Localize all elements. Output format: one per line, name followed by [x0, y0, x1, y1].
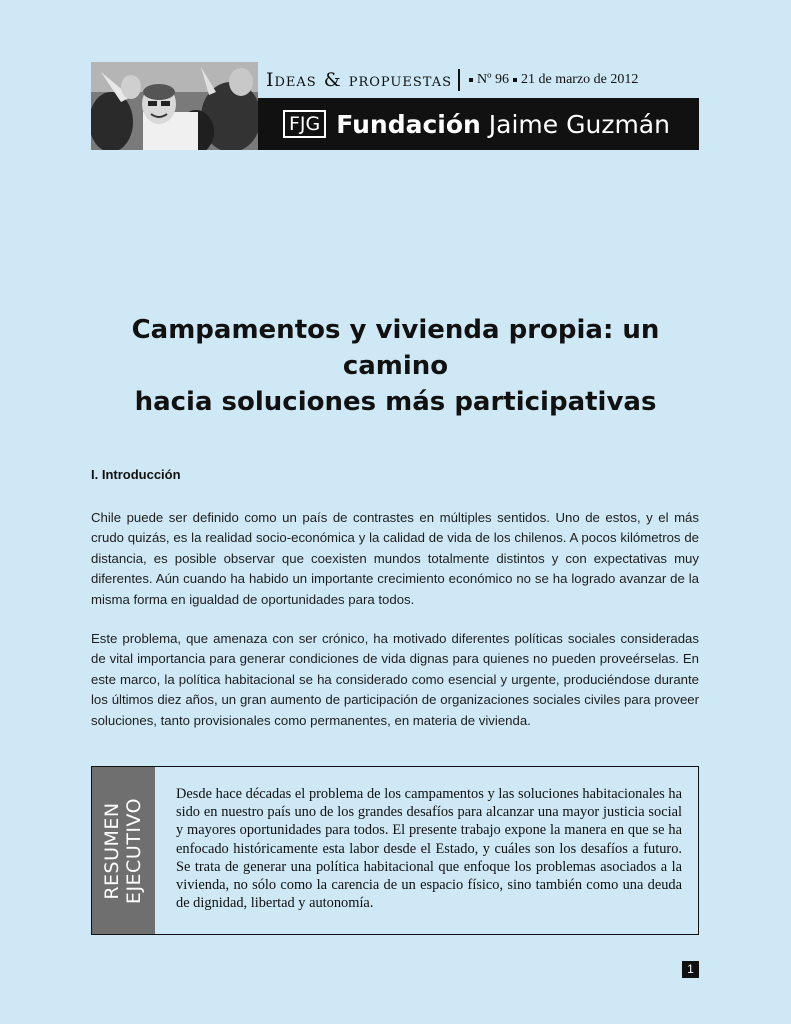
bullet-icon: [513, 78, 517, 82]
publication-header: [91, 62, 699, 150]
paragraph-1: Chile puede ser definido como un país de contrastes en múltiples sentidos. Uno de estos, y el más crudo quizás, es la realidad socio-económica y la calidad de vida de los chilenos. A pocos kilómetros de distancia, es posible observar que coexisten mundos totalmente distintos y con expectativas muy diferentes. Aún cuando ha habido un importante crecimiento económico no se ha logrado avanzar de la misma forma en igualdad de oportunidades para todos.: [91, 510, 699, 607]
series-divider: [458, 69, 460, 91]
organization-name-rest: Jaime Guzmán: [488, 109, 670, 139]
issue-date: 21 de marzo de 2012: [520, 72, 639, 87]
title-line-1: Campamentos y vivienda propia: un camino: [131, 315, 660, 381]
section-heading: I. Introducción: [91, 467, 181, 482]
page-number: 1: [682, 961, 699, 978]
series-line: [258, 62, 699, 98]
summary-label: [101, 798, 145, 904]
title-line-2: hacia soluciones más participativas: [134, 387, 657, 417]
organization-bar: [258, 98, 699, 150]
organization-name: [336, 110, 670, 139]
summary-text: Desde hace décadas el problema de los campamentos y las soluciones habitacionales ha sido en nuestro país uno de los grandes desafíos para alcanzar una mayor justicia social y mayores oportunidades para todos. El presente trabajo expone la manera en que se ha enfocado históricamente esta labor desde el Estado, y cuáles son los desafíos a futuro. Se trata de generar una política habitacional que enfoque los problemas asociados a la vivienda, no sólo como la carencia de un espacio físico, sino también como una deuda de dignidad, libertad y autonomía.: [176, 786, 682, 912]
organization-name-bold: Fundación: [336, 109, 481, 139]
series-name: Ideas & propuestas: [266, 69, 453, 91]
document-title: [80, 312, 711, 420]
issue-number: Nº 96: [477, 72, 509, 87]
issue-info: [465, 72, 638, 88]
crowd-photo: [91, 62, 258, 150]
summary-label-band: [92, 767, 155, 934]
summary-label-line-2: EJECUTIVO: [123, 797, 145, 905]
summary-label-line-1: RESUMEN: [101, 802, 123, 900]
paragraph-2: Este problema, que amenaza con ser crónico, ha motivado diferentes políticas sociales consideradas de vital importancia para generar condiciones de vida dignas para quienes no pueden proveérselas. En este marco, la política habitacional se ha considerado como esencial y urgente, produciéndose durante los últimos diez años, un gran aumento de participación de organizaciones sociales civiles para proveer soluciones, tanto provisionales como permanentes, en materia de vivienda.: [91, 631, 699, 728]
bullet-icon: [469, 78, 473, 82]
fjg-logo: FJG: [283, 110, 326, 138]
executive-summary-box: [91, 766, 699, 935]
